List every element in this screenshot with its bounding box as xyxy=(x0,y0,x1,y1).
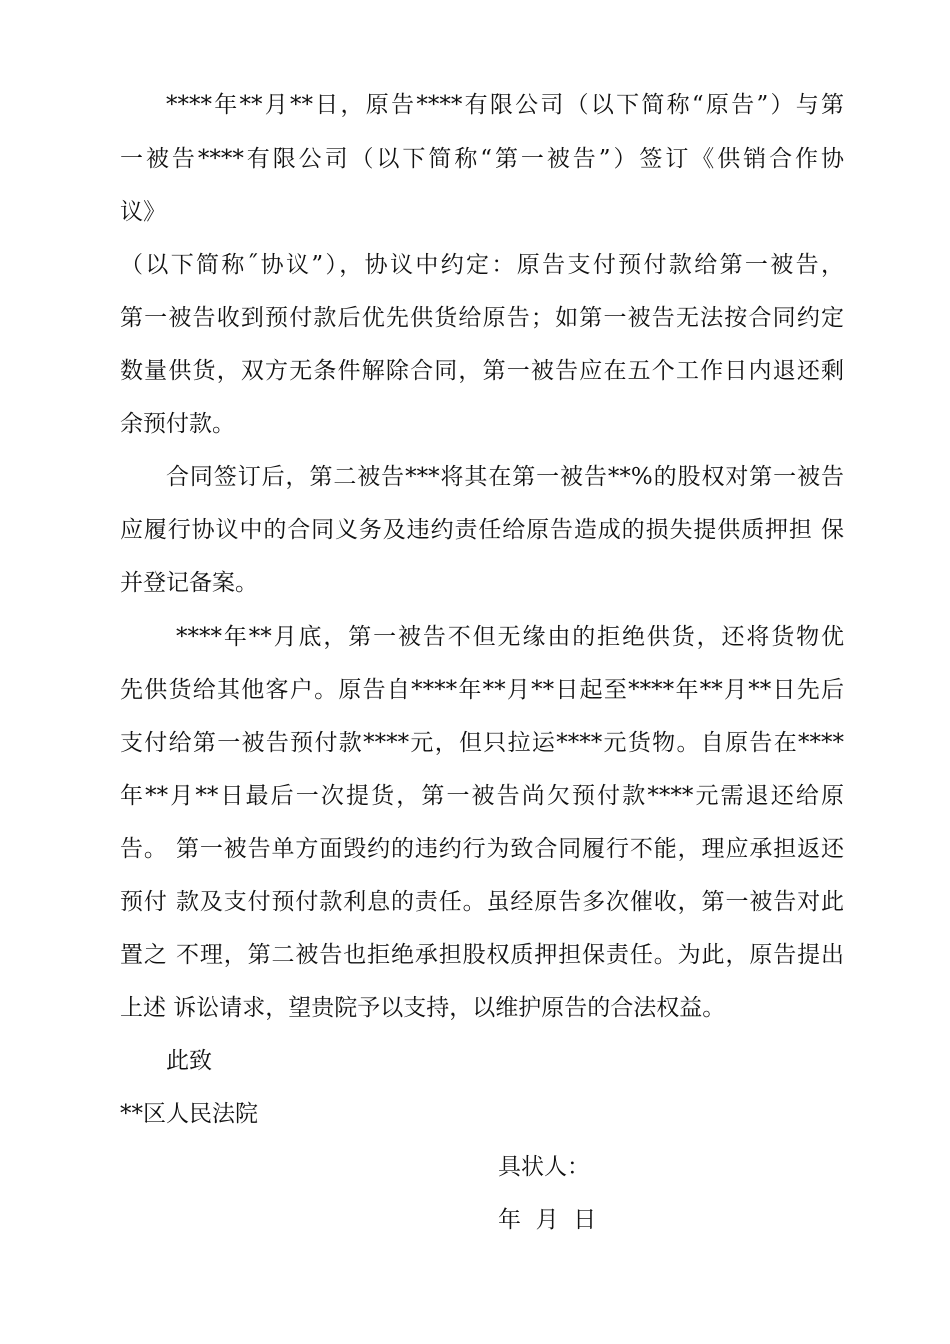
paragraph-line: 合同签订后，第二被告***将其在第一被告**%的股权对第一被告 xyxy=(166,464,844,490)
paragraph-line: 并登记备案。 xyxy=(120,570,258,596)
paragraph-line: 数量供货，双方无条件解除合同，第一被告应在五个工作日内退还剩 xyxy=(120,358,844,384)
paragraph-line: （以下简称˝协议”），协议中约定：原告支付预付款给第一被告， xyxy=(120,252,844,278)
paragraph-line: ****年**月**日，原告****有限公司（以下简称“原告”）与第 xyxy=(166,92,844,118)
paragraph-line: 一被告****有限公司（以下简称“第一被告”）签订《供销合作协 xyxy=(120,146,844,172)
paragraph-line: 第一被告收到预付款后优先供货给原告；如第一被告无法按合同约定 xyxy=(120,305,844,331)
paragraph-line: ****年**月底，第一被告不但无缘由的拒绝供货，还将货物优 xyxy=(176,624,844,650)
date-label: 年 月 日 xyxy=(498,1207,597,1233)
paragraph-line: 应履行协议中的合同义务及违约责任给原告造成的损失提供质押担 保 xyxy=(120,517,844,543)
paragraph-line: 预付 款及支付预付款利息的责任。虽经原告多次催收，第一被告对此 xyxy=(120,889,844,915)
paragraph-line: 上述 诉讼请求，望贵院予以支持，以维护原告的合法权益。 xyxy=(120,995,726,1021)
closing-salutation: 此致 xyxy=(166,1048,212,1074)
paragraph-line: 告。 第一被告单方面毁约的违约行为致合同履行不能，理应承担返还 xyxy=(120,836,844,862)
paragraph-line: 支付给第一被告预付款****元，但只拉运****元货物。自原告在**** xyxy=(120,730,844,756)
court-name: **区人民法院 xyxy=(120,1101,258,1127)
signer-label: 具状人： xyxy=(498,1154,590,1180)
paragraph-line: 余预付款。 xyxy=(120,411,235,437)
paragraph-line: 先供货给其他客户。原告自****年**月**日起至****年**月**日先后 xyxy=(120,677,844,703)
paragraph-line: 置之 不理，第二被告也拒绝承担股权质押担保责任。为此，原告提出 xyxy=(120,942,844,968)
paragraph-line: 年**月**日最后一次提货，第一被告尚欠预付款****元需退还给原 xyxy=(120,783,844,809)
paragraph-line: 议》 xyxy=(120,199,166,225)
